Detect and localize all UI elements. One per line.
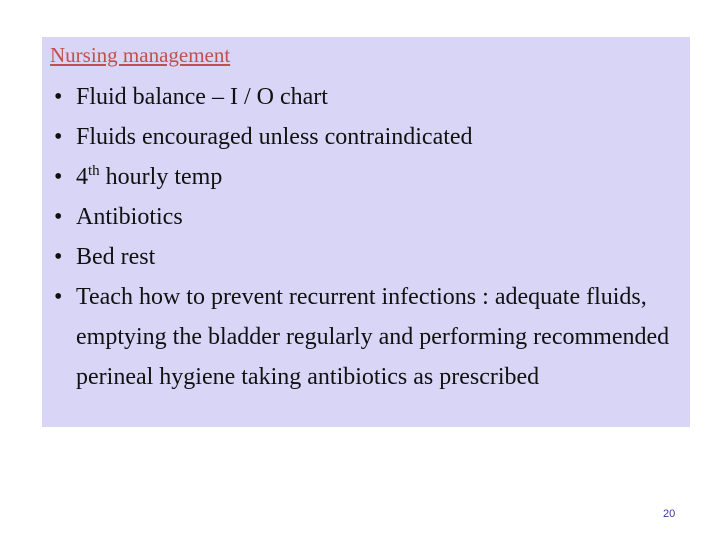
bullet-text: Teach how to prevent recurrent infections : adequate fluids, emptying the bladder regularly and performing recommended perineal hygiene taking antibiotics as prescribed — [76, 284, 670, 390]
ordinal-number: 4 — [76, 164, 88, 190]
bullet-text: Fluids encouraged unless contraindicated — [76, 124, 473, 150]
section-title: Nursing management — [50, 43, 231, 67]
bullet-list — [42, 77, 690, 397]
bullet-text: Antibiotics — [76, 204, 183, 230]
bullet-icon: • — [54, 84, 63, 110]
bullet-text: Bed rest — [76, 244, 156, 270]
content-box — [42, 37, 690, 427]
page-number: 20 — [663, 508, 676, 520]
list-item — [42, 77, 690, 117]
list-item — [42, 197, 690, 237]
list-item — [42, 157, 690, 197]
bullet-icon: • — [54, 244, 63, 270]
bullet-icon: • — [54, 284, 63, 310]
list-item — [42, 117, 690, 157]
bullet-icon: • — [54, 164, 63, 190]
bullet-text: Fluid balance – I / O chart — [76, 84, 328, 110]
bullet-icon: • — [54, 204, 63, 230]
bullet-text: hourly temp — [105, 164, 223, 190]
ordinal-suffix: th — [88, 163, 100, 179]
list-item — [42, 277, 690, 397]
list-item — [42, 237, 690, 277]
bullet-icon: • — [54, 124, 63, 150]
